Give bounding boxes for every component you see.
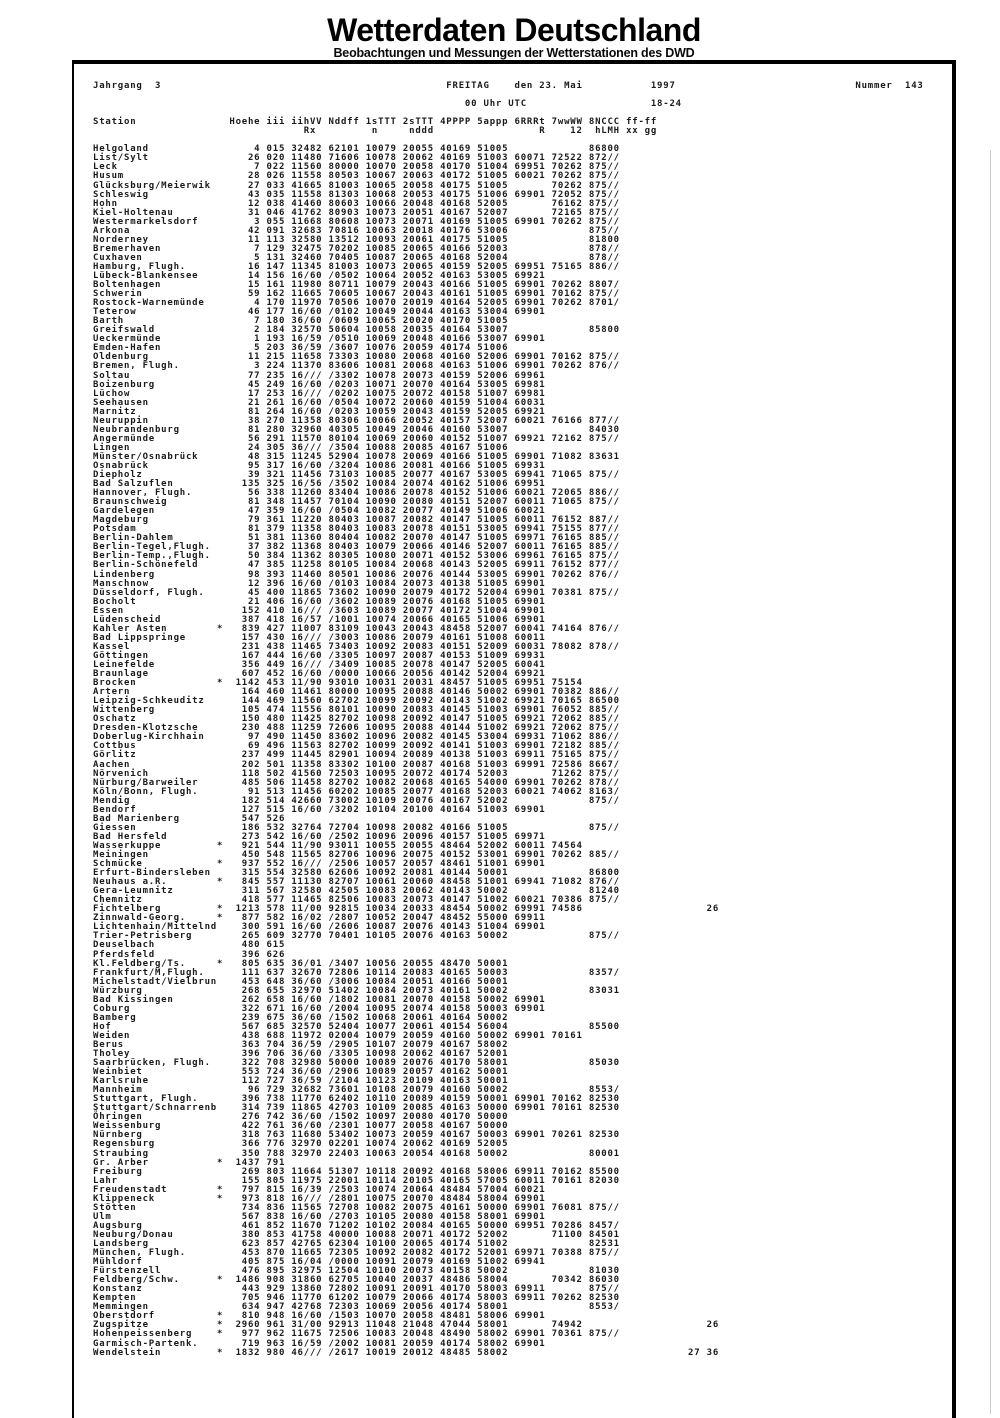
station-row: Schleswig 43 035 11558 81303 10068 20053 40175 51006 69901 72052 875// — [93, 189, 620, 200]
station-row: Nürnberg 318 763 11680 53402 10073 20059 40167 50003 69901 70261 82530 — [93, 1130, 620, 1141]
station-row: Berlin-Tegel,Flugh. 37 382 11368 80403 10079 20066 40146 52007 60011 76165 885// — [93, 542, 620, 553]
station-row: Seehausen 21 261 16/60 /0504 10072 20060 40159 51004 60031 — [93, 397, 546, 408]
station-row: Weinbiet 553 724 36/60 /2906 10089 20057 40162 50001 — [93, 1067, 509, 1078]
station-row: Bad Hersfeld 273 542 16/60 /2502 10096 20096 40157 51005 69971 — [93, 831, 546, 842]
station-row: Zugspitze * 2960 961 31/00 92913 11048 21048 47044 58001 74942 26 — [93, 1320, 720, 1331]
station-row: Neuhaus a.R. * 845 557 11130 82707 10061 20060 48458 51001 69941 71082 876// — [93, 877, 620, 888]
station-row: Pferdsfeld 396 626 — [93, 949, 286, 960]
station-row: Erfurt-Bindersleben 315 554 32580 62606 10092 20081 40144 50001 86800 — [93, 868, 620, 879]
station-row: Konstanz 443 929 13860 72802 10091 20091 40170 58003 69911 875// — [93, 1284, 620, 1295]
station-row: Stötten 734 836 11565 72708 10082 20075 40161 50000 69901 76081 875// — [93, 1202, 620, 1213]
station-row: Würzburg 268 655 32970 51402 10084 20073 40161 50002 83031 — [93, 985, 620, 996]
page-subtitle: Beobachtungen und Messungen der Wetterstationen des DWD — [333, 46, 695, 60]
station-row: Berlin-Temp.,Flugh. 50 384 11362 80305 10080 20071 40152 53006 69961 76165 875// — [93, 551, 620, 562]
station-row: Manschnow 12 396 16/60 /0103 10084 20073 40138 51005 69901 — [93, 578, 546, 589]
station-row: Giessen 186 532 32764 72704 10098 20082 40166 51005 875// — [93, 822, 620, 833]
station-row: Kiel-Holtenau 31 046 41762 80903 10073 20051 40167 52007 72165 875// — [93, 207, 620, 218]
station-row: Michelstadt/Vielbrun 453 648 36/60 /3006 10084 20051 40166 50001 — [93, 976, 509, 987]
station-row: Stuttgart/Schnarrenb 314 739 11865 42703 10109 20085 40163 50000 69901 70161 82530 — [93, 1103, 620, 1114]
station-row: Dresden-Klotzsche 230 488 11259 72606 10095 20088 40144 51002 69921 72062 875// — [93, 723, 620, 734]
station-row: Feldberg/Schw. * 1486 908 31860 62705 10040 20037 48486 58004 70342 86030 — [93, 1275, 620, 1286]
station-row: Bad Marienberg 547 526 — [93, 813, 286, 824]
station-row: Westermarkelsdorf 3 055 11668 80608 10073 20071 40169 51005 69901 70262 875// — [93, 216, 620, 227]
station-row: Diepholz 39 321 11456 73103 10085 20077 40167 53005 69941 71065 875// — [93, 470, 620, 481]
station-row: Schwerin 59 162 11665 70605 10067 20043 40161 51005 69901 70162 875// — [93, 289, 620, 300]
station-row: Bad Salzuflen 135 325 16/56 /3502 10084 20074 40162 51006 69951 — [93, 479, 546, 490]
station-row: Hannover, Flugh. 56 338 11260 83404 10086 20078 40152 51006 60021 72065 886// — [93, 488, 620, 499]
station-row: Leck 7 022 11560 80000 10070 20058 40170 51004 69951 70262 875// — [93, 162, 620, 173]
station-row: Landsberg 623 857 42765 62304 10100 20065 40174 51002 82531 — [93, 1239, 620, 1249]
station-row: Osnabrück 95 317 16/60 /3204 10086 20081 40166 51005 69931 — [93, 460, 546, 471]
station-row: Artern 164 460 11461 80000 10095 20088 40146 50002 69901 70382 886// — [93, 687, 620, 698]
station-row: Magdeburg 79 361 11220 80403 10087 20082 40147 51005 60011 76152 887// — [93, 515, 620, 526]
station-row: Köln/Bonn, Flugh. 91 513 11456 60202 10085 20077 40168 52003 60021 74062 8163/ — [93, 786, 620, 797]
station-row: Chemnitz 418 577 11465 82506 10083 20073 40147 51002 60021 70386 875// — [93, 895, 620, 906]
station-row: Memmingen 634 947 42768 72303 10069 20056 40174 58001 8553/ — [93, 1302, 620, 1313]
station-row: Kassel 231 438 11465 73403 10092 20083 40151 52009 60031 78082 878// — [93, 641, 620, 652]
station-row: Essen 152 410 16/// /3603 10089 20077 40172 51004 69901 — [93, 605, 546, 616]
station-row: Lichtenhain/Mittelnd 300 591 16/60 /2606 10087 20076 40143 51004 69901 — [93, 922, 546, 933]
station-row: Berlin-Dahlem 51 381 11360 80404 10082 20070 40147 51005 69971 76165 885// — [93, 533, 620, 544]
station-row: Bremerhaven 7 129 32475 70202 10085 20065 40166 52003 878// — [93, 243, 620, 254]
station-row: Oberstdorf * 810 948 16/60 /1503 10070 20058 48481 58006 69901 — [93, 1311, 546, 1322]
station-row: Arkona 42 091 32683 70816 10063 20018 40176 53006 875// — [93, 225, 620, 236]
station-row: Husum 28 026 11558 80503 10067 20063 40172 51005 60021 70262 875// — [93, 171, 620, 182]
station-row: Bad Kissingen 262 658 16/60 /1802 10081 20070 40158 50002 69901 — [93, 994, 546, 1005]
weather-report-table — [93, 82, 924, 1358]
station-row: List/Sylt 26 020 11480 71606 10078 20062 40169 51003 60071 72522 872// — [93, 153, 620, 164]
station-row: Meiningen 450 548 11565 82706 10096 20075 40152 53001 69901 70262 885// — [93, 849, 620, 860]
utc-line: 00 Uhr UTC 18-24 — [93, 99, 682, 110]
station-row: Coburg 322 671 16/60 /2004 10095 20074 40158 50003 69901 — [93, 1003, 546, 1014]
station-row: Stuttgart, Flugh. 396 738 11770 62402 10110 20089 40159 50001 69901 70162 82530 — [93, 1094, 620, 1105]
station-row: Freiburg 269 803 11664 51307 10118 20092 40168 58006 69911 70162 85500 — [93, 1166, 620, 1177]
station-row: Hamburg, Flugh. 16 147 11345 81003 10073 20065 40159 52005 69951 75165 886// — [93, 261, 620, 272]
station-row: Wittenberg 105 474 11556 80101 10090 20083 40145 51003 69901 76052 885// — [93, 705, 620, 716]
station-row: Saarbrücken, Flugh. 322 708 32980 50000 10089 20076 40170 58001 85030 — [93, 1058, 620, 1069]
station-row: Karlsruhe 112 727 36/59 /2104 10123 20109 40163 50001 — [93, 1076, 509, 1087]
station-row: Wasserkuppe * 921 544 11/90 93011 10055 20055 48464 52002 60011 74564 — [93, 840, 583, 851]
station-row: Weissenburg 422 761 36/60 /2301 10077 20058 40167 50000 — [93, 1121, 509, 1132]
station-row: Lübeck-Blankensee 14 156 16/60 /0502 10064 20052 40163 53005 69921 — [93, 270, 546, 281]
station-row: Gera-Leumnitz 311 567 32580 42505 10083 20062 40143 50002 81240 — [93, 886, 620, 897]
station-row: Ueckermünde 1 193 16/59 /0510 10069 20048 40166 53007 69901 — [93, 334, 546, 345]
station-row: Schmücke * 937 552 16/// /2506 10057 20057 48461 51001 69901 — [93, 859, 546, 870]
station-row: Rostock-Warnemünde 4 170 11970 70506 10070 20019 40164 52005 69901 70262 8701/ — [93, 298, 620, 309]
station-row: Hof 567 685 32570 52404 10077 20061 40154 56004 85500 — [93, 1021, 620, 1032]
station-row: Regensburg 366 776 32970 02201 10074 20062 40169 52005 — [93, 1139, 509, 1150]
station-row: Berus 363 704 36/59 /2905 10107 20079 40167 58002 — [93, 1039, 509, 1050]
station-row: Mühldorf 405 875 16/04 /0000 10091 20079 40169 51002 69941 — [93, 1257, 546, 1268]
station-row: Lindenberg 98 393 11460 80501 10086 20076 40144 53005 69901 70262 876// — [93, 569, 620, 580]
station-row: Bocholt 21 406 16/60 /3602 10089 20076 40168 51005 69901 — [93, 596, 546, 607]
station-row: Leinefelde 356 449 16/// /3409 10085 20078 40147 52005 60041 — [93, 660, 546, 670]
station-row: Freudenstadt * 797 815 16/39 /2503 10074 20064 48484 57004 60021 — [93, 1184, 546, 1195]
station-row: Bad Lippspringe 157 430 16/// /3003 10086 20079 40161 51008 60011 — [93, 632, 546, 643]
station-row: Garmisch-Partenk. 719 963 16/59 /2002 10081 20059 40174 58002 69901 — [93, 1338, 546, 1349]
station-row: Brocken * 1142 453 11/90 93010 10031 20031 48457 51005 69951 75154 — [93, 678, 583, 689]
station-row: Frankfurt/M,Flugh. 111 637 32670 72806 10114 20083 40165 50003 8357/ — [93, 967, 620, 978]
station-row: Aachen 202 501 11358 83302 10100 20087 40168 51003 69991 72586 8667/ — [93, 759, 620, 770]
station-row: Neuburg/Donau 380 853 41758 40000 10088 20071 40172 52002 71100 84501 — [93, 1229, 620, 1240]
scan-artifact-line — [990, 150, 991, 1414]
station-row: Görlitz 237 499 11445 82901 10094 20089 40138 51003 69911 75165 875// — [93, 750, 620, 761]
station-row: Mannheim 96 729 32682 73601 10108 20079 40160 50002 8553/ — [93, 1085, 620, 1096]
station-row: Augsburg 461 852 11670 71202 10102 20084 40165 50000 69951 70286 8457/ — [93, 1220, 620, 1231]
station-row: Emden-Hafen 5 203 36/59 /3607 10076 20059 40174 51006 — [93, 343, 509, 354]
station-row: Neuruppin 38 270 11358 80306 10066 20052 40157 52007 60021 76166 877// — [93, 415, 620, 426]
station-row: Neubrandenburg 81 280 32960 40305 10049 20046 40160 53007 84030 — [93, 424, 620, 435]
station-row: Kl.Feldberg/Ts. * 805 635 36/01 /3407 10056 20055 48470 50001 — [93, 958, 509, 969]
station-row: Leipzig-Schkeuditz 144 469 11560 62702 10099 20092 40143 51002 69921 70165 86500 — [93, 696, 620, 707]
station-row: Trier-Petrisberg 265 609 32770 70401 10105 20076 40163 50002 875// — [93, 931, 620, 942]
station-row: Potsdam 81 379 11358 80403 10083 20078 40151 53005 69941 75155 877// — [93, 524, 620, 535]
station-row: Klippeneck * 973 818 16/// /2801 10075 20070 48484 58004 69901 — [93, 1193, 546, 1204]
station-row: Straubing 350 788 32970 22403 10063 20054 40168 50002 80001 — [93, 1148, 620, 1159]
masthead-line: Jahrgang 3 FREITAG den 23. Mai 1997 Nummer 143 — [93, 81, 924, 91]
station-row: Lingen 24 305 36/// /3504 10088 20085 40167 51006 — [93, 442, 509, 453]
station-row: Zinnwald-Georg. * 877 582 16/02 /2807 10052 20047 48452 55000 69911 — [93, 913, 546, 924]
station-row: Marnitz 81 264 16/60 /0203 10059 20043 40159 52005 69921 — [93, 406, 546, 417]
station-row: Lüchow 17 253 16/// /0202 10075 20072 40158 51007 69981 — [93, 388, 546, 399]
station-row: Bendorf 127 515 16/60 /3202 10104 20100 40164 51003 69901 — [93, 804, 546, 815]
station-row: Oschatz 150 480 11425 82702 10098 20092 40147 51005 69921 72062 885// — [93, 714, 620, 725]
report-frame — [72, 60, 956, 1418]
station-row: Barth 7 180 36/60 /0609 10065 20020 40170 51005 — [93, 316, 509, 327]
station-row: Fichtelberg * 1213 578 11/00 92815 10034 20033 48454 50002 69991 74586 26 — [93, 904, 720, 915]
station-row: Boizenburg 45 249 16/60 /0203 10071 20070 40164 53005 69981 — [93, 379, 546, 390]
station-row: Gardelegen 47 359 16/60 /0504 10082 20077 40149 51006 60021 — [93, 506, 546, 517]
station-row: Bremen, Flugh. 3 224 11370 83606 10081 20068 40163 51006 69901 70262 876// — [93, 361, 620, 372]
station-row: Nürburg/Barweiler 485 506 11458 82702 10082 20068 40165 54000 69901 70262 878// — [93, 777, 620, 788]
station-row: Kempten 705 946 11770 61202 10079 20066 40174 58003 69911 70262 82530 — [93, 1293, 620, 1304]
station-row: Cuxhaven 5 131 32460 70405 10087 20065 40168 52004 878// — [93, 252, 620, 263]
column-subheader-line: Rx n nddd R 12 hLMH xx gg — [93, 126, 658, 137]
station-row: Doberlug-Kirchhain 97 490 11450 83602 10096 20082 40145 53004 69931 71062 886// — [93, 732, 620, 743]
station-row: Oldenburg 11 215 11658 73303 10080 20068 40160 52006 69901 70162 875// — [93, 352, 620, 363]
station-row: Öhringen 276 742 36/60 /1502 10097 20080 40170 50000 — [93, 1112, 509, 1123]
page-title: Wetterdaten Deutschland — [327, 12, 701, 48]
station-row: Tholey 396 706 36/60 /3305 10098 20062 40167 52001 — [93, 1049, 509, 1060]
station-row: Glücksburg/Meierwik 27 033 41665 81003 10065 20058 40175 51005 70262 875// — [93, 180, 620, 191]
station-row: Lüdenscheid 387 418 16/57 /1001 10074 20066 40165 51006 69901 — [93, 614, 546, 625]
station-row: Braunschweig 81 348 11457 70104 10090 20080 40151 52007 60011 71065 875// — [93, 497, 620, 508]
station-row: Cottbus 69 496 11563 82702 10099 20092 40141 51003 69901 72182 885// — [93, 741, 620, 752]
station-row: Boltenhagen 15 161 11980 80711 10079 20043 40166 51005 69901 70262 8807/ — [93, 280, 620, 291]
station-row: Nörvenich 118 502 41560 72503 10095 20072 40174 52003 71262 875// — [93, 768, 620, 779]
station-row: München, Flugh. 453 870 11665 72305 10092 20082 40172 52001 69971 70388 875// — [93, 1248, 620, 1259]
station-row: Deuselbach 480 615 — [93, 940, 286, 951]
station-row: Düsseldorf, Flugh. 45 400 11865 73602 10090 20079 40172 52004 69901 70381 875// — [93, 587, 620, 598]
station-row: Kahler Asten * 839 427 11007 83109 10043 20043 48458 52007 60041 74164 876// — [93, 623, 620, 634]
station-row: Angermünde 56 291 11570 80104 10069 20060 40152 51007 69921 72162 875// — [93, 433, 620, 444]
station-row: Gr. Arber * 1437 791 — [93, 1157, 286, 1168]
station-row: Göttingen 167 444 16/60 /3305 10097 20087 40153 51009 69931 — [93, 650, 546, 661]
station-row: Fürstenzell 476 895 32975 12504 10100 20073 40158 50002 81030 — [93, 1266, 620, 1277]
station-row: Wendelstein * 1832 980 46/// /2617 10019 20012 48485 58002 27 36 — [93, 1347, 720, 1358]
station-row: Braunlage 607 452 16/60 /0000 10066 20056 40142 52004 69921 — [93, 669, 546, 680]
station-row: Norderney 11 113 32580 13512 10093 20061 40175 51005 81800 — [93, 234, 620, 245]
station-row: Berlin-Schönefeld 47 385 11258 80105 10084 20068 40143 52005 69911 76152 877// — [93, 560, 620, 571]
station-row: Weiden 438 688 11972 02004 10079 20059 40160 50002 69901 70161 — [93, 1030, 583, 1041]
station-row: Hohn 12 038 41460 80603 10066 20048 40168 52005 76162 875// — [93, 198, 620, 209]
column-header-line: Station Hoehe iii iihVV Nddff 1sTTT 2sTTT 4PPPP 5appp 6RRRt 7wwWW 8NCCC ff-ff — [93, 117, 658, 128]
station-row: Lahr 155 805 11975 22001 10114 20105 40165 57005 60011 70161 82030 — [93, 1175, 620, 1186]
station-row: Hohenpeissenberg * 977 962 11675 72506 10083 20048 48490 58002 69901 70361 875// — [93, 1329, 620, 1340]
station-row: Teterow 46 177 16/60 /0102 10049 20044 40163 53004 69901 — [93, 307, 546, 318]
station-row: Greifswald 2 184 32570 50604 10058 20035 40164 53007 85800 — [93, 325, 620, 336]
station-row: Bamberg 239 675 36/60 /1502 10068 20061 40164 50002 — [93, 1012, 509, 1023]
station-row: Mendig 182 514 42660 73002 10109 20076 40167 52002 875// — [93, 795, 620, 806]
station-row: Helgoland 4 015 32482 62101 10079 20055 40169 51005 86800 — [93, 144, 620, 155]
station-row: Soltau 77 235 16/// /3302 10078 20073 40159 52006 69961 — [93, 370, 546, 381]
station-row: Ulm 567 838 16/60 /2703 10105 20080 40158 58001 69901 — [93, 1211, 546, 1222]
station-row: Münster/Osnabrück 48 315 11245 52904 10078 20069 40166 51005 69901 71082 83631 — [93, 451, 620, 462]
